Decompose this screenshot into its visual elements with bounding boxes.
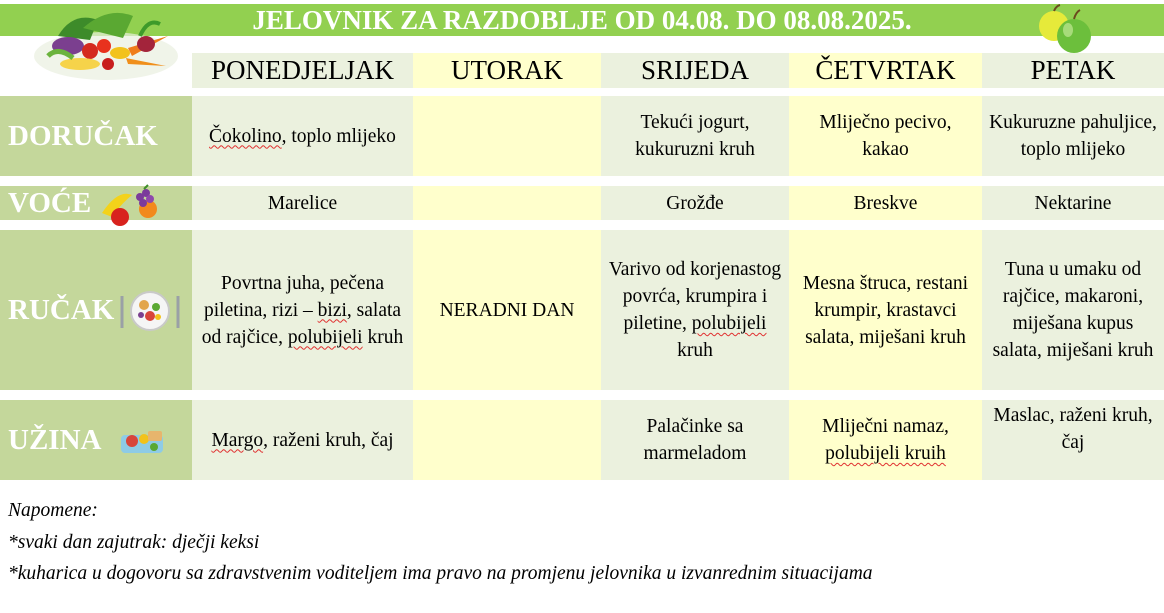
page-title: JELOVNIK ZA RAZDOBLJE OD 04.08. DO 08.08.2025. bbox=[252, 5, 912, 35]
snack-monday-item: Margo bbox=[211, 429, 264, 451]
lunch-monday bbox=[192, 230, 413, 390]
lunch-tuesday: NERADNI DAN bbox=[413, 230, 601, 390]
breakfast-monday-rest: , toplo mlijeko bbox=[281, 125, 396, 147]
lunch-thursday: Mesna štruca, restani krumpir, krastavci salata, miješani kruh bbox=[789, 230, 982, 390]
lunch-monday-c: , salata od rajčice, bbox=[201, 299, 402, 348]
breakfast-wednesday: Tekući jogurt, kukuruzni kruh bbox=[601, 96, 789, 176]
notes-line-2: *kuharica u dogovoru sa zdravstvenim voditeljem ima pravo na promjenu jelovnika u izvanrednim situacijama bbox=[8, 563, 873, 584]
snack-monday bbox=[192, 400, 413, 480]
breakfast-thursday: Mliječno pecivo, kakao bbox=[789, 96, 982, 176]
fruit-wednesday: Grožđe bbox=[601, 186, 789, 220]
lunch-wednesday-b: polubijeli bbox=[691, 313, 767, 334]
fruit-monday: Marelice bbox=[192, 186, 413, 220]
row-label-lunch: RUČAK bbox=[0, 230, 192, 390]
snack-friday: Maslac, raženi kruh, čaj bbox=[982, 400, 1164, 480]
breakfast-monday-item: Čokolino bbox=[209, 125, 282, 147]
lunch-wednesday bbox=[601, 230, 789, 390]
fruit-friday: Nektarine bbox=[982, 186, 1164, 220]
day-header-monday: PONEDJELJAK bbox=[192, 53, 413, 88]
snack-thursday-a: Mliječni namaz, bbox=[822, 416, 949, 437]
breakfast-friday: Kukuruzne pahuljice, toplo mlijeko bbox=[982, 96, 1164, 176]
green-apple-icon bbox=[1032, 4, 1096, 56]
snack-thursday-b: polubijeli kruih bbox=[825, 443, 946, 464]
fruit-thursday: Breskve bbox=[789, 186, 982, 220]
day-header-friday: PETAK bbox=[982, 53, 1164, 88]
breakfast-tuesday bbox=[413, 96, 601, 176]
day-header-wednesday: SRIJEDA bbox=[601, 53, 789, 88]
plate-cutlery-icon bbox=[116, 290, 184, 332]
row-label-breakfast: DORUČAK bbox=[0, 96, 192, 176]
lunch-monday-e: kruh bbox=[362, 326, 404, 348]
lunch-monday-d: polubijeli bbox=[287, 326, 363, 348]
day-header-tuesday: UTORAK bbox=[413, 53, 601, 88]
day-header-thursday: ČETVRTAK bbox=[789, 53, 982, 88]
lunch-friday: Tuna u umaku od rajčice, makaroni, miješana kupus salata, miješani kruh bbox=[982, 230, 1164, 390]
notes-line-1: *svaki dan zajutrak: dječji keksi bbox=[8, 532, 260, 553]
snack-plate-icon bbox=[118, 425, 168, 459]
snack-thursday bbox=[789, 400, 982, 480]
fruit-tuesday bbox=[413, 186, 601, 220]
vegetables-basket-icon bbox=[28, 6, 183, 88]
fruit-bowl-icon bbox=[98, 183, 164, 228]
notes-heading: Napomene: bbox=[8, 500, 98, 521]
row-label-snack: UŽINA bbox=[0, 400, 192, 480]
row-label-fruit: VOĆE bbox=[0, 186, 192, 220]
snack-wednesday: Palačinke sa marmeladom bbox=[601, 400, 789, 480]
snack-monday-rest: , raženi kruh, čaj bbox=[263, 429, 394, 451]
lunch-wednesday-a: Varivo od korjenastog povrća, krumpira i piletine, bbox=[608, 259, 782, 334]
breakfast-monday bbox=[192, 96, 413, 176]
lunch-monday-a: Povrtna juha, pečena piletina, rizi – bbox=[203, 272, 384, 321]
lunch-monday-b: bizi bbox=[317, 299, 347, 321]
snack-tuesday bbox=[413, 400, 601, 480]
lunch-wednesday-c: kruh bbox=[677, 340, 713, 361]
